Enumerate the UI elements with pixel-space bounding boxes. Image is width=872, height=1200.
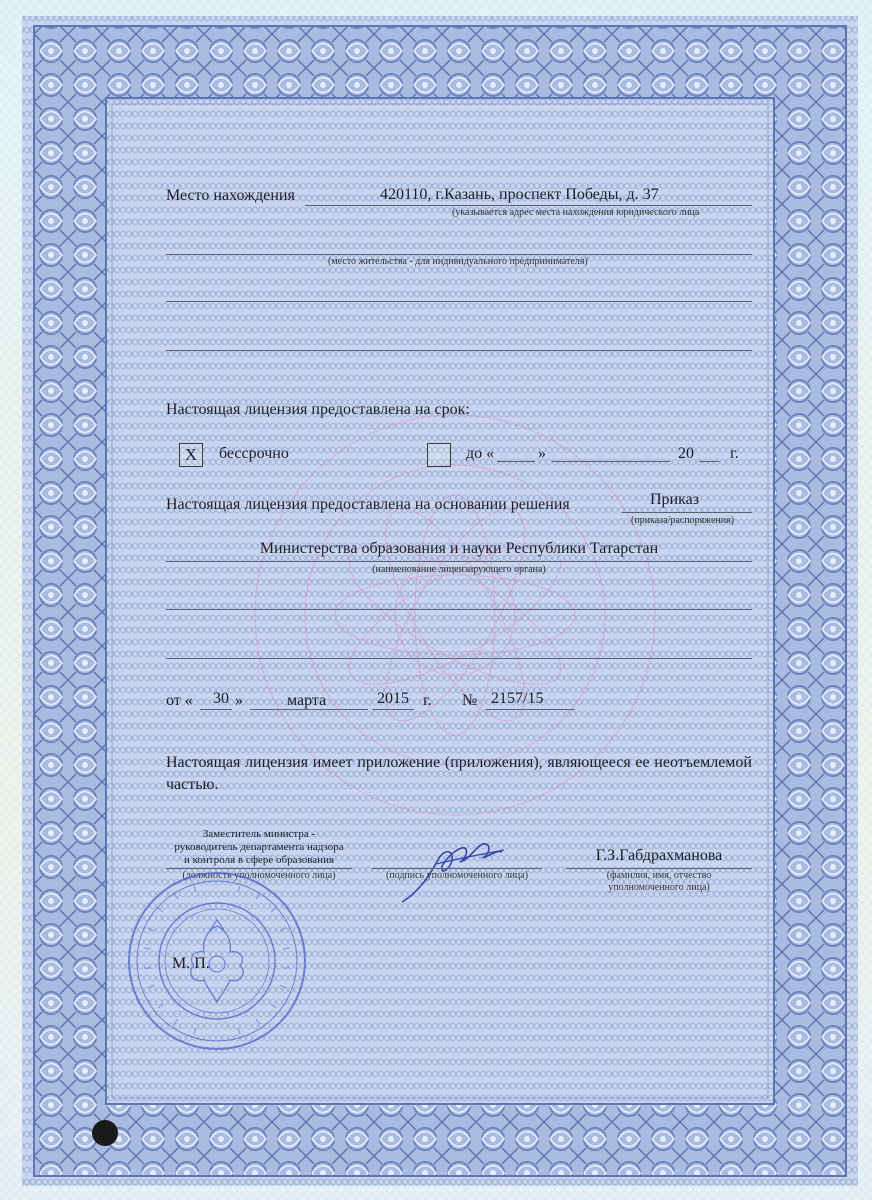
until-checkbox[interactable] (427, 443, 451, 467)
name-caption (566, 870, 752, 894)
name-caption-line2: уполномоченного лица) (608, 882, 710, 893)
name-caption-line1: (фамилия, имя, отчество (606, 870, 712, 881)
date-year-suffix: г. (423, 692, 432, 709)
signatory-position (166, 828, 352, 867)
position-caption: (должность уполномоченного лица) (182, 870, 336, 881)
signature-line (372, 868, 542, 869)
basis-doc-type-caption: (приказа/распоряжения) (631, 515, 735, 526)
basis-authority: Министерства образования и науки Республики Татарстан (259, 540, 659, 557)
location-line (305, 205, 752, 206)
date-day-close: » (235, 692, 243, 709)
location-value: 420110, г.Казань, проспект Победы, д. 37 (380, 186, 659, 203)
name-line (566, 868, 752, 869)
date-number-label: № (462, 692, 478, 709)
term-heading: Настоящая лицензия предоставлена на срок: (166, 401, 470, 418)
basis-authority-caption: (наименование лицензирующего органа) (372, 564, 546, 575)
signature-caption: (подпись уполномоченного лица) (385, 870, 529, 881)
appendix-text: Настоящая лицензия имеет приложение (приложения), являющееся ее неотъемлемой частью. (166, 754, 752, 793)
basis-doc-type: Приказ (650, 491, 700, 508)
date-year: 2015 (377, 690, 409, 707)
date-day-line (200, 709, 232, 710)
until-month-line (552, 461, 670, 462)
indefinite-label: бессрочно (219, 445, 289, 462)
blank-line-1 (166, 301, 752, 302)
location-caption-legal: (указывается адрес места нахождения юридического лица (452, 207, 700, 218)
date-number-line (485, 709, 575, 710)
blank-line-4 (166, 658, 752, 659)
signatory-name: Г.З.Габдрахманова (595, 847, 723, 864)
date-year-line (372, 709, 414, 710)
until-year-prefix: 20 (678, 445, 694, 462)
location-label: Место нахождения (166, 187, 295, 204)
until-prefix: до « (466, 445, 495, 462)
seal-label: М. П. (172, 955, 210, 972)
until-day-line (497, 461, 535, 462)
basis-doc-type-line (622, 512, 752, 513)
indefinite-checkbox[interactable]: X (179, 443, 203, 467)
date-month: марта (287, 692, 327, 709)
until-quote-close: » (538, 445, 546, 462)
signatory-position-line2: руководитель департамента надзора (174, 841, 344, 853)
signatory-position-line1: Заместитель министра - (202, 828, 316, 840)
until-year-line (699, 461, 719, 462)
date-from-prefix: от « (166, 692, 193, 709)
official-seal-stamp (124, 868, 310, 1054)
blank-line-3 (166, 609, 752, 610)
signatory-position-line3: и контроля в сфере образования (183, 854, 335, 866)
blank-line-2 (166, 350, 752, 351)
until-year-suffix: г. (730, 445, 739, 462)
basis-heading: Настоящая лицензия предоставлена на основании решения (166, 496, 570, 513)
basis-authority-line (166, 561, 752, 562)
date-day: 30 (213, 690, 229, 707)
individual-line (166, 254, 752, 255)
punch-hole (92, 1120, 118, 1146)
date-number: 2157/15 (491, 690, 544, 707)
location-caption-individual: (место жительства - для индивидуального предпринимателя) (328, 256, 588, 267)
